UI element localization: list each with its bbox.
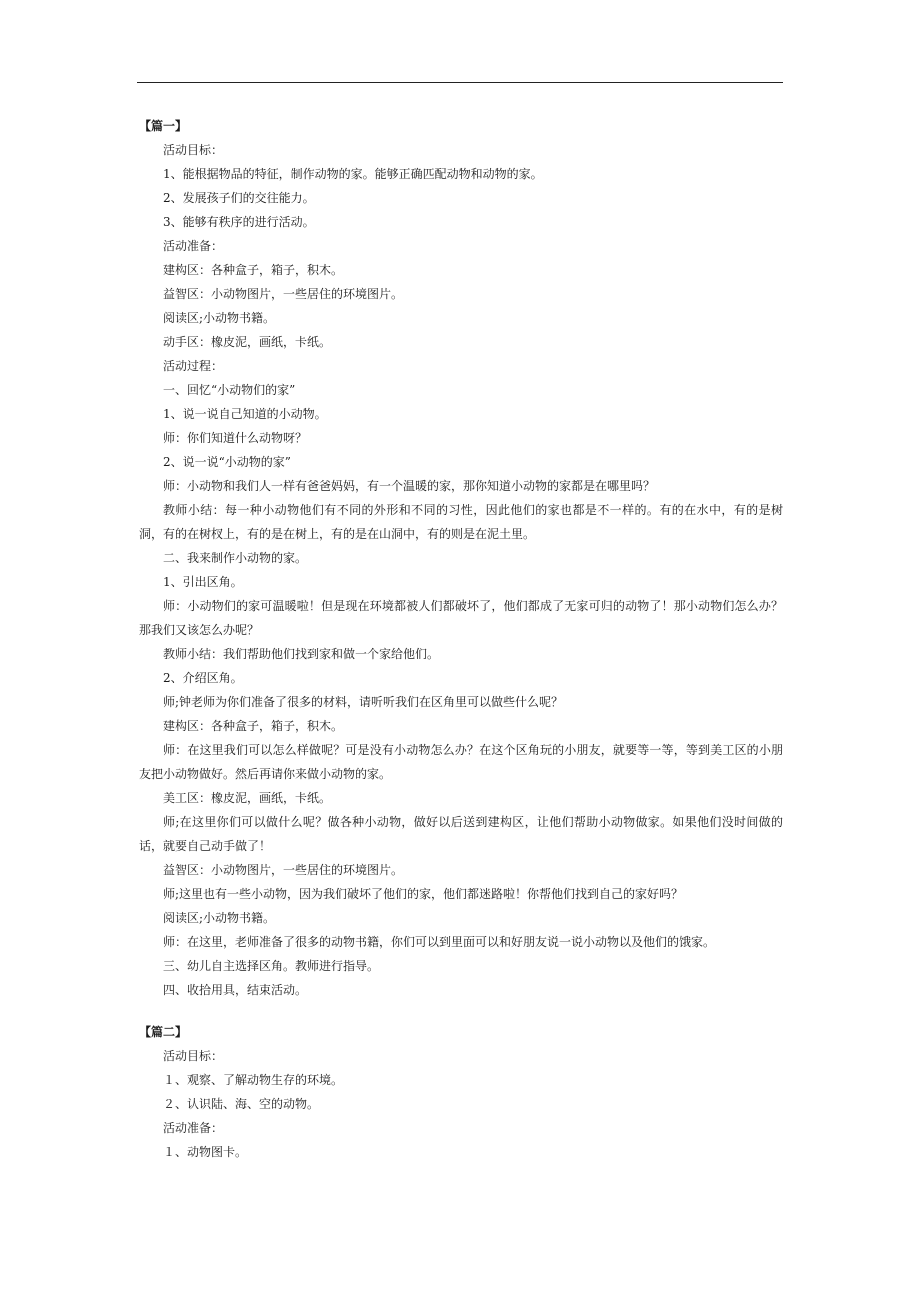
text-line: 建构区：各种盒子，箱子，积木。 [163, 719, 344, 733]
text-line: 教师小结：我们帮助他们找到家和做一个家给他们。 [163, 647, 440, 661]
text-line: 师：小动物和我们人一样有爸爸妈妈，有一个温暖的家，那你知道小动物的家都是在哪里吗？ [163, 479, 656, 493]
text-line: 师：你们知道什么动物呀？ [163, 431, 308, 445]
document-body [139, 114, 783, 1164]
text-line: 活动准备： [163, 1121, 224, 1135]
text-line: 三、幼儿自主选择区角。教师进行指导。 [163, 959, 380, 973]
paragraph-teacher: 师：在这里我们可以怎么样做呢？可是没有小动物怎么办？在这个区角玩的小朋友，就要等一等，等到美工区的小朋友把小动物做好。然后再请你来做小动物的家。 [139, 743, 783, 781]
text-line: １、观察、了解动物生存的环境。 [163, 1073, 344, 1087]
text-line: 四、收拾用具，结束活动。 [163, 983, 308, 997]
text-line: 二、我来制作小动物的家。 [163, 551, 308, 565]
text-line: 活动过程： [163, 359, 224, 373]
text-line: 师;钟老师为你们准备了很多的材料，请听听我们在区角里可以做些什么呢？ [163, 695, 564, 709]
text-line: 活动准备： [163, 239, 224, 253]
text-line: 动手区：橡皮泥，画纸，卡纸。 [163, 335, 332, 349]
text-line: 美工区：橡皮泥，画纸，卡纸。 [163, 791, 332, 805]
paragraph-teacher: 师;在这里你们可以做什么呢？做各种小动物，做好以后送到建构区，让他们帮助小动物做家。如果他们没时间做的话，就要自己动手做了！ [139, 815, 783, 853]
text-line: 活动目标： [163, 143, 224, 157]
text-line: １、动物图卡。 [163, 1145, 248, 1159]
paragraph-summary: 教师小结：每一种小动物他们有不同的外形和不同的习性，因此他们的家也都是不一样的。有的在水中，有的是树洞，有的在树杈上，有的是在树上，有的是在山洞中，有的则是在泥土里。 [139, 503, 783, 541]
section-gap [139, 1002, 783, 1020]
text-line: 益智区：小动物图片，一些居住的环境图片。 [163, 863, 404, 877]
text-line: 一、回忆“小动物们的家” [163, 383, 296, 397]
text-line: 2、发展孩子们的交往能力。 [163, 191, 315, 205]
paragraph-teacher: 师：小动物们的家可温暖啦！但是现在环境都被人们都破坏了，他们都成了无家可归的动物了！那小动物们怎么办？那我们又该怎么办呢？ [139, 599, 783, 637]
text-line: ２、认识陆、海、空的动物。 [163, 1097, 320, 1111]
section-heading-2: 【篇二】 [139, 1025, 188, 1039]
text-line: 2、介绍区角。 [163, 671, 243, 685]
text-line: 1、说一说自己知道的小动物。 [163, 407, 327, 421]
text-line: 活动目标： [163, 1049, 224, 1063]
text-line: 益智区：小动物图片，一些居住的环境图片。 [163, 287, 404, 301]
header-rule [137, 82, 783, 83]
text-line: 建构区：各种盒子，箱子，积木。 [163, 263, 344, 277]
text-line: 阅读区;小动物书籍。 [163, 311, 276, 325]
text-line: 阅读区;小动物书籍。 [163, 911, 276, 925]
section-heading-1: 【篇一】 [139, 119, 188, 133]
text-line: 3、能够有秩序的进行活动。 [163, 215, 315, 229]
text-line: 1、能根据物品的特征，制作动物的家。能够正确匹配动物和动物的家。 [163, 167, 543, 181]
text-line: 2、说一说“小动物的家” [163, 455, 291, 469]
text-line: 师：在这里，老师准备了很多的动物书籍，你们可以到里面可以和好朋友说一说小动物以及他们的饿家。 [163, 935, 716, 949]
text-line: 1、引出区角。 [163, 575, 243, 589]
text-line: 师;这里也有一些小动物，因为我们破坏了他们的家，他们都迷路啦！你帮他们找到自己的家好吗？ [163, 887, 684, 901]
